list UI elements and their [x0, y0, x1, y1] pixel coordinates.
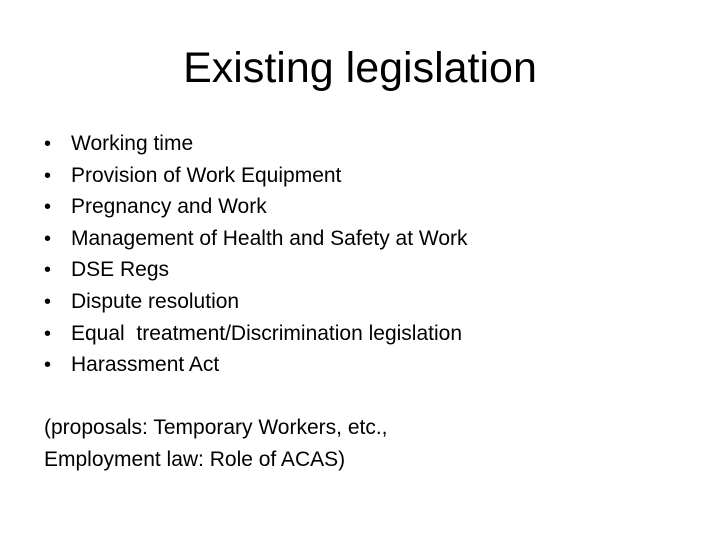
list-item — [44, 349, 468, 381]
bullet-icon: • — [44, 196, 52, 219]
bullet-icon: • — [44, 227, 52, 250]
bullet-icon: • — [44, 259, 52, 282]
list-item — [44, 254, 468, 286]
bullet-text: Harassment Act — [71, 353, 220, 377]
list-item — [44, 318, 468, 350]
bullet-text: Working time — [71, 132, 194, 155]
bullet-list — [44, 128, 468, 381]
bullet-text: Equal treatment/Discrimination legislation — [71, 321, 463, 345]
bullet-icon: • — [44, 290, 52, 313]
bullet-text: Dispute resolution — [71, 289, 240, 313]
list-item — [44, 191, 468, 223]
proposals-note — [44, 412, 388, 476]
bullet-text: Management of Health and Safety at Work — [71, 226, 468, 250]
slide-title: Existing legislation — [183, 44, 537, 92]
bullet-icon: • — [44, 322, 52, 345]
bullet-icon: • — [44, 133, 52, 155]
list-item — [44, 128, 468, 160]
list-item — [44, 223, 468, 255]
bullet-icon: • — [44, 354, 52, 377]
bullet-text: Provision of Work Equipment — [71, 163, 342, 187]
bullet-text: DSE Regs — [71, 258, 170, 282]
note-line: Employment law: Role of ACAS) — [44, 448, 346, 471]
bullet-text: Pregnancy and Work — [71, 195, 267, 219]
list-item — [44, 160, 468, 192]
list-item — [44, 286, 468, 318]
bullet-icon: • — [44, 164, 52, 187]
note-line: (proposals: Temporary Workers, etc., — [44, 416, 388, 439]
